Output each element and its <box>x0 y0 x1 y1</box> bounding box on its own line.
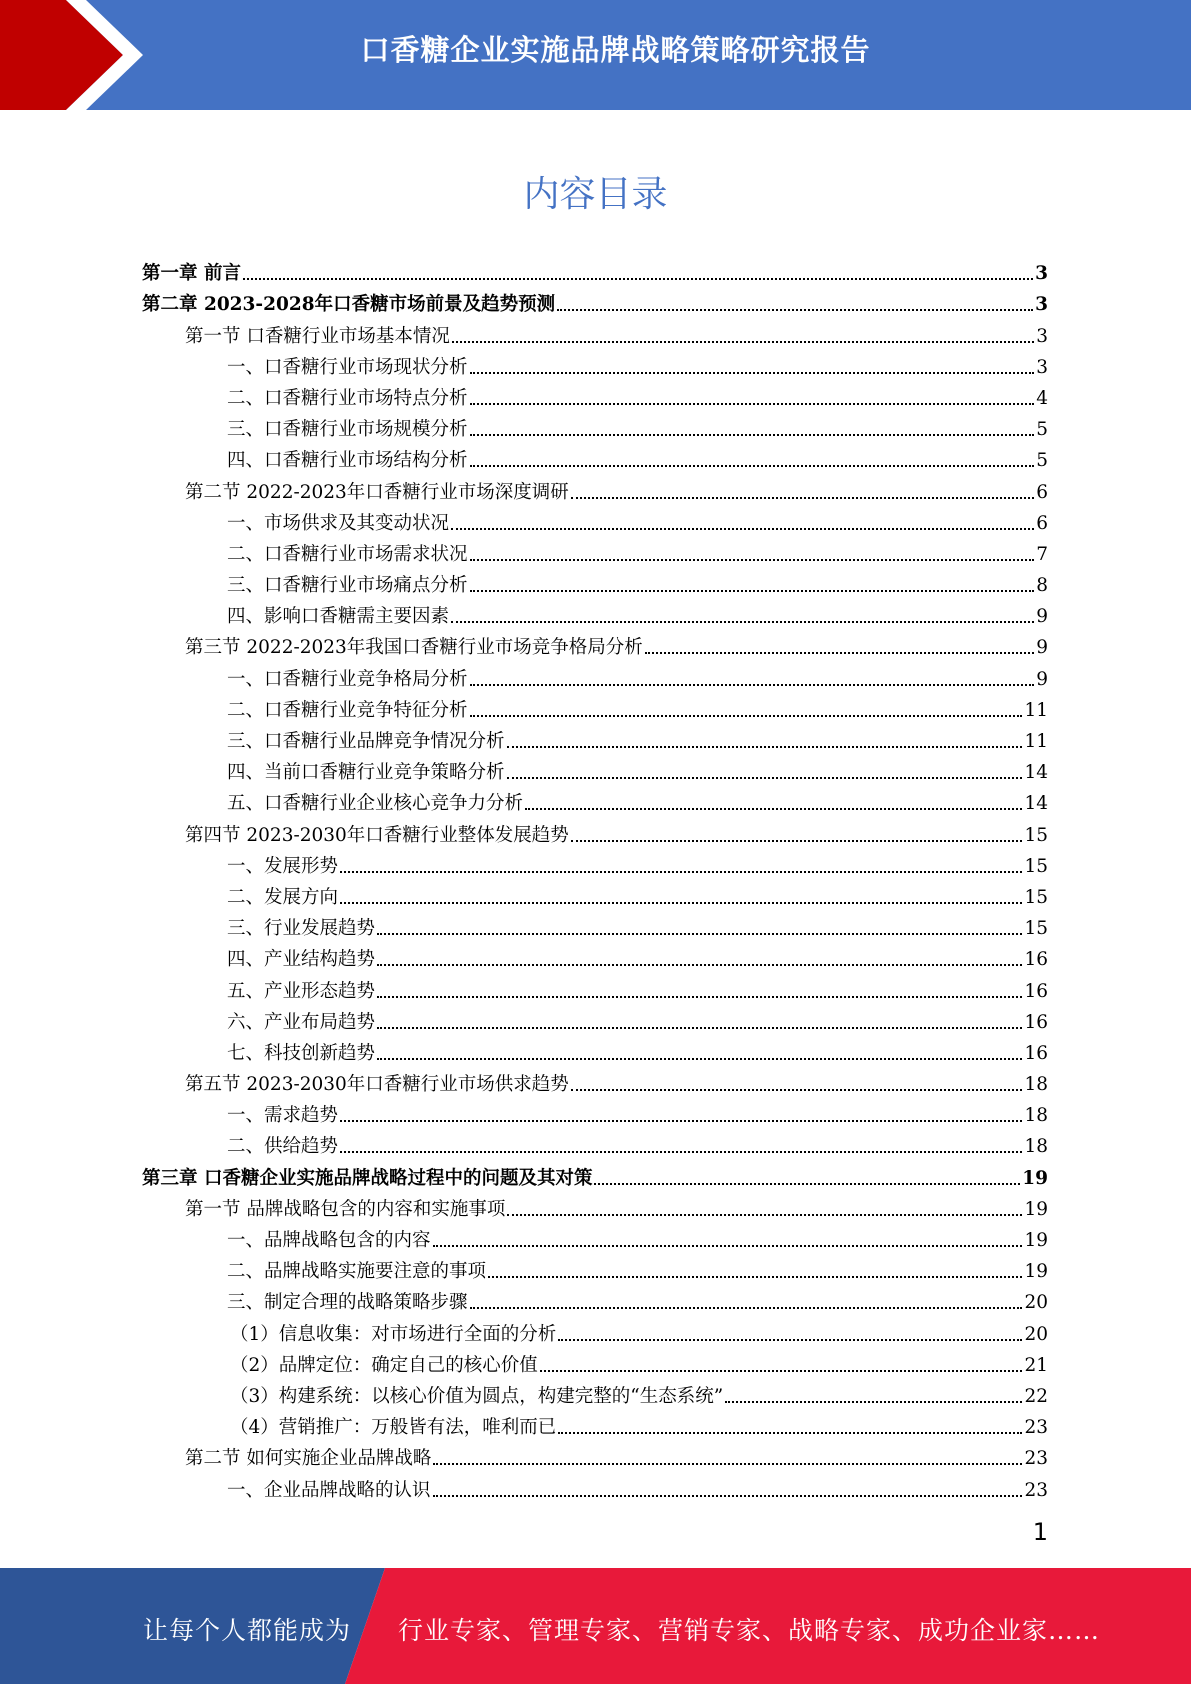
toc-dot-leader <box>571 840 1023 842</box>
toc-entry[interactable] <box>142 1470 1048 1501</box>
toc-entry-title: 第三节 2022-2023年我国口香糖行业市场竞争格局分析 <box>185 637 643 659</box>
toc-dot-leader <box>488 1276 1022 1278</box>
toc-entry[interactable] <box>142 348 1048 379</box>
toc-dot-leader <box>645 652 1034 654</box>
toc-dot-leader <box>340 1120 1022 1122</box>
toc-entry-title: 六、产业布局趋势 <box>227 1011 376 1033</box>
page-number: 1 <box>1032 1518 1048 1546</box>
toc-entry[interactable] <box>142 254 1048 285</box>
toc-dot-leader <box>433 1463 1022 1465</box>
toc-entry-title: 二、口香糖行业市场需求状况 <box>227 543 468 565</box>
toc-entry[interactable] <box>142 379 1048 410</box>
toc-entry[interactable] <box>142 504 1048 535</box>
toc-entry-title: 第二章 2023-2028年口香糖市场前景及趋势预测 <box>142 294 556 316</box>
toc-entry-page: 16 <box>1024 1042 1048 1064</box>
toc-entry-title: 一、口香糖行业市场现状分析 <box>227 356 468 378</box>
toc-entry-title: 一、品牌战略包含的内容 <box>227 1230 431 1251</box>
toc-entry-page: 19 <box>1024 1198 1048 1220</box>
toc-entry-title: （1）信息收集：对市场进行全面的分析 <box>230 1323 557 1345</box>
toc-dot-leader <box>340 902 1022 904</box>
toc-entry-title: 一、口香糖行业竞争格局分析 <box>227 668 468 690</box>
toc-dot-leader <box>340 1151 1022 1153</box>
toc-entry-page: 14 <box>1024 762 1048 784</box>
toc-entry-page: 5 <box>1036 419 1048 441</box>
toc-entry-page: 15 <box>1024 918 1048 940</box>
toc-entry-title: 一、企业品牌战略的认识 <box>227 1479 431 1501</box>
toc-dot-leader <box>594 1183 1020 1185</box>
toc-entry-page: 23 <box>1024 1479 1048 1501</box>
toc-entry[interactable] <box>142 1003 1048 1034</box>
toc-entry-page: 18 <box>1024 1136 1048 1158</box>
toc-entry-title: 二、口香糖行业市场特点分析 <box>227 387 468 409</box>
toc-entry[interactable] <box>142 1190 1048 1221</box>
toc-entry[interactable] <box>142 815 1048 846</box>
toc-entry[interactable] <box>142 410 1048 441</box>
toc-dot-leader <box>571 1089 1023 1091</box>
toc-dot-leader <box>377 996 1022 998</box>
report-title: 口香糖企业实施品牌战略策略研究报告 <box>360 33 871 67</box>
toc-entry[interactable] <box>142 1314 1048 1345</box>
toc-entry-title: 第三章 口香糖企业实施品牌战略过程中的问题及其对策 <box>142 1167 593 1189</box>
footer-slogan-right: 行业专家、管理专家、营销专家、战略专家、成功企业家…… <box>398 1616 1101 1645</box>
toc-entry[interactable] <box>142 316 1048 347</box>
toc-entry-title: 五、产业形态趋势 <box>227 980 376 1002</box>
toc-entry-page: 11 <box>1024 699 1048 721</box>
toc-entry-title: （2）品牌定位：确定自己的核心价值 <box>230 1354 538 1376</box>
toc-dot-leader <box>433 1495 1023 1497</box>
toc-entry-page: 3 <box>1035 294 1048 316</box>
toc-entry[interactable] <box>142 628 1048 659</box>
toc-entry[interactable] <box>142 971 1048 1002</box>
toc-dot-leader <box>470 465 1035 467</box>
toc-entry-title: 二、发展方向 <box>227 886 339 908</box>
page-footer <box>0 1568 1191 1684</box>
toc-dot-leader <box>470 715 1023 717</box>
toc-entry-title: 第五节 2023-2030年口香糖行业市场供求趋势 <box>185 1074 569 1096</box>
toc-entry[interactable] <box>142 909 1048 940</box>
toc-entry-title: 一、需求趋势 <box>227 1105 339 1127</box>
toc-entry[interactable] <box>142 441 1048 472</box>
toc-entry-title: 第二节 2022-2023年口香糖行业市场深度调研 <box>185 481 569 503</box>
toc-entry-title: 第一节 口香糖行业市场基本情况 <box>185 325 450 347</box>
page-header <box>0 0 1191 110</box>
toc-entry-page: 20 <box>1024 1292 1048 1314</box>
toc-dot-leader <box>470 372 1035 374</box>
toc-dot-leader <box>243 278 1033 280</box>
toc-entry-title: 二、口香糖行业竞争特征分析 <box>227 699 468 721</box>
toc-dot-leader <box>525 808 1022 810</box>
toc-dot-leader <box>451 528 1034 530</box>
table-of-contents <box>142 254 1048 1502</box>
toc-entry[interactable] <box>142 1439 1048 1470</box>
toc-entry-page: 3 <box>1036 356 1048 378</box>
toc-dot-leader <box>340 871 1022 873</box>
toc-entry-page: 4 <box>1036 387 1048 409</box>
footer-slogan-left: 让每个人都能成为 <box>143 1616 352 1645</box>
toc-entry[interactable] <box>142 1096 1048 1127</box>
toc-entry[interactable] <box>142 597 1048 628</box>
toc-entry-title: 三、口香糖行业市场痛点分析 <box>227 575 468 597</box>
toc-entry-page: 16 <box>1024 980 1048 1002</box>
toc-dot-leader <box>571 497 1034 499</box>
toc-entry-title: 四、产业结构趋势 <box>227 949 376 971</box>
toc-entry-page: 14 <box>1024 793 1048 815</box>
toc-entry-title: 三、口香糖行业品牌竞争情况分析 <box>227 731 505 752</box>
toc-entry-page: 6 <box>1036 481 1048 503</box>
toc-dot-leader <box>470 434 1035 436</box>
toc-entry[interactable] <box>142 1034 1048 1065</box>
toc-entry-page: 19 <box>1024 1261 1048 1283</box>
toc-dot-leader <box>470 1307 1023 1309</box>
toc-entry-page: 9 <box>1036 606 1048 628</box>
toc-entry-page: 6 <box>1036 512 1048 534</box>
toc-dot-leader <box>558 1432 1022 1434</box>
toc-entry-page: 23 <box>1024 1448 1048 1470</box>
toc-entry[interactable] <box>142 659 1048 690</box>
toc-entry-page: 9 <box>1036 637 1048 659</box>
toc-entry-page: 20 <box>1024 1323 1048 1345</box>
toc-entry-title: 三、制定合理的战略策略步骤 <box>227 1292 468 1314</box>
toc-entry-page: 9 <box>1036 668 1048 690</box>
toc-entry-page: 18 <box>1024 1105 1048 1127</box>
toc-entry-title: 第二节 如何实施企业品牌战略 <box>185 1448 432 1470</box>
toc-dot-leader <box>540 1370 1023 1372</box>
toc-entry[interactable] <box>142 1127 1048 1158</box>
toc-entry[interactable] <box>142 1283 1048 1314</box>
toc-entry[interactable] <box>142 753 1048 784</box>
toc-dot-leader <box>507 777 1023 779</box>
toc-entry-page: 8 <box>1036 575 1048 597</box>
toc-entry-page: 19 <box>1022 1167 1048 1189</box>
toc-dot-leader <box>377 1058 1022 1060</box>
toc-entry-title: 一、市场供求及其变动状况 <box>227 512 450 534</box>
toc-entry-page: 15 <box>1024 886 1048 908</box>
toc-entry-page: 15 <box>1024 824 1048 846</box>
toc-dot-leader <box>451 621 1034 623</box>
toc-dot-leader <box>470 684 1035 686</box>
toc-entry-title: 二、品牌战略实施要注意的事项 <box>227 1261 487 1283</box>
toc-dot-leader <box>470 559 1035 561</box>
toc-entry[interactable] <box>142 472 1048 503</box>
toc-entry[interactable] <box>142 1377 1048 1408</box>
toc-entry[interactable] <box>142 1408 1048 1439</box>
toc-entry-title: 七、科技创新趋势 <box>227 1042 376 1064</box>
toc-entry-title: 四、当前口香糖行业竞争策略分析 <box>227 762 505 784</box>
toc-entry-title: 第一节 品牌战略包含的内容和实施事项 <box>185 1198 506 1220</box>
toc-entry[interactable] <box>142 847 1048 878</box>
toc-entry-page: 16 <box>1024 1011 1048 1033</box>
toc-entry[interactable] <box>142 784 1048 815</box>
toc-entry[interactable] <box>142 1221 1048 1252</box>
toc-entry[interactable] <box>142 691 1048 722</box>
toc-entry[interactable] <box>142 1252 1048 1283</box>
toc-entry-page: 11 <box>1024 731 1048 752</box>
toc-dot-leader <box>377 964 1022 966</box>
toc-dot-leader <box>377 1027 1022 1029</box>
toc-entry-title: 一、发展形势 <box>227 855 339 877</box>
toc-dot-leader <box>507 1214 1022 1216</box>
toc-entry[interactable] <box>142 566 1048 597</box>
toc-entry-page: 18 <box>1024 1074 1048 1096</box>
toc-entry-title: 四、影响口香糖需主要因素 <box>227 606 450 628</box>
toc-entry-title: （3）构建系统：以核心价值为圆点，构建完整的“生态系统” <box>230 1385 724 1407</box>
toc-entry-page: 23 <box>1024 1417 1048 1439</box>
toc-dot-leader <box>470 590 1035 592</box>
toc-dot-leader <box>452 341 1034 343</box>
toc-entry[interactable] <box>142 878 1048 909</box>
toc-entry-title: 五、口香糖行业企业核心竞争力分析 <box>227 793 524 815</box>
toc-entry-title: 第四节 2023-2030年口香糖行业整体发展趋势 <box>185 824 569 846</box>
toc-entry-title: 二、供给趋势 <box>227 1136 339 1158</box>
toc-entry-page: 7 <box>1036 543 1048 565</box>
toc-entry-title: 三、行业发展趋势 <box>227 918 376 940</box>
toc-entry-page: 3 <box>1036 325 1048 347</box>
toc-dot-leader <box>725 1401 1022 1403</box>
toc-entry[interactable] <box>142 285 1048 316</box>
toc-entry-page: 22 <box>1024 1385 1048 1407</box>
toc-entry[interactable] <box>142 1158 1048 1189</box>
toc-entry-page: 19 <box>1024 1230 1048 1251</box>
toc-entry[interactable] <box>142 940 1048 971</box>
toc-entry-page: 3 <box>1035 263 1048 285</box>
toc-entry-page: 15 <box>1024 855 1048 877</box>
toc-entry-title: 四、口香糖行业市场结构分析 <box>227 450 468 472</box>
toc-entry-title: （4）营销推广：万般皆有法，唯利而已 <box>230 1417 557 1439</box>
toc-dot-leader <box>557 309 1033 311</box>
toc-entry-title: 第一章 前言 <box>142 263 241 285</box>
toc-entry-page: 5 <box>1036 450 1048 472</box>
toc-dot-leader <box>433 1245 1023 1247</box>
toc-entry-page: 16 <box>1024 949 1048 971</box>
toc-entry-page: 21 <box>1024 1354 1048 1376</box>
toc-entry-title: 三、口香糖行业市场规模分析 <box>227 419 468 441</box>
toc-entry[interactable] <box>142 722 1048 753</box>
toc-dot-leader <box>507 746 1023 748</box>
toc-dot-leader <box>470 403 1035 405</box>
toc-entry[interactable] <box>142 535 1048 566</box>
toc-heading: 内容目录 <box>523 174 668 215</box>
toc-entry[interactable] <box>142 1065 1048 1096</box>
toc-entry[interactable] <box>142 1346 1048 1377</box>
toc-dot-leader <box>558 1339 1022 1341</box>
toc-dot-leader <box>377 933 1022 935</box>
